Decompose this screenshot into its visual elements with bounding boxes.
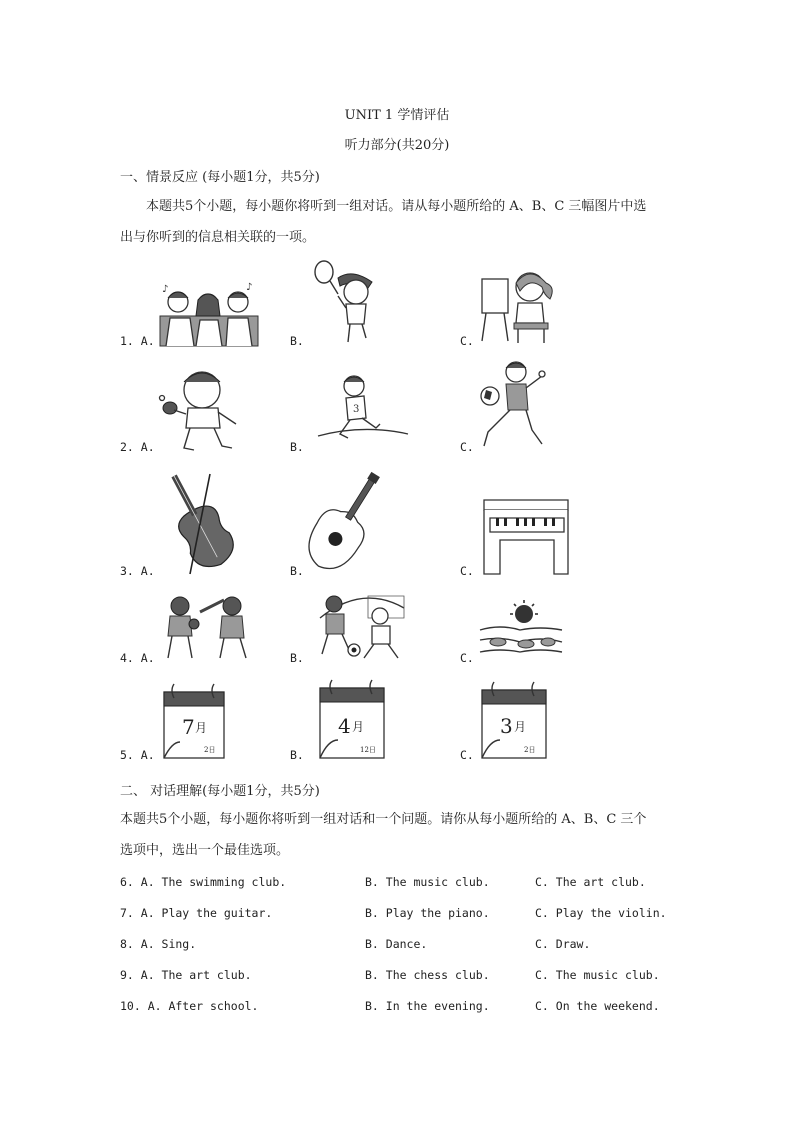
calendar-c-image bbox=[480, 680, 548, 760]
svg-text:♪: ♪ bbox=[162, 284, 169, 295]
q10-option-b: B. In the evening. bbox=[365, 999, 490, 1013]
q10-option-a: 10. A. After school. bbox=[120, 999, 259, 1013]
q4-label-c: C. bbox=[460, 651, 474, 665]
q2-label-b: B. bbox=[290, 440, 304, 454]
q9-option-c: C. The music club. bbox=[535, 968, 660, 982]
q8-option-b: B. Dance. bbox=[365, 937, 428, 951]
q6-option-b: B. The music club. bbox=[365, 875, 490, 889]
calendar-a-image bbox=[162, 682, 226, 760]
section1-instruction-line1: 本题共5个小题，每小题你将听到一组对话。请从每小题所给的 A、B、C 三幅图片中选 bbox=[146, 199, 647, 214]
painting-girl-image bbox=[480, 265, 562, 345]
calendar-a-number: 7 bbox=[182, 715, 195, 739]
q7-option-c: C. Play the violin. bbox=[535, 906, 667, 920]
section2-heading: 二、 对话理解(每小题1分，共5分) bbox=[120, 784, 320, 799]
calendar-c-month: 月 bbox=[514, 720, 527, 734]
q1-label-a: 1. A. bbox=[120, 334, 155, 348]
q7-option-b: B. Play the piano. bbox=[365, 906, 490, 920]
q9-option-b: B. The chess club. bbox=[365, 968, 490, 982]
section2-instruction-line2: 选项中，选出一个最佳选项。 bbox=[120, 843, 290, 858]
page-subtitle: 听力部分(共20分) bbox=[344, 138, 450, 153]
section1-heading: 一、情景反应 (每小题1分，共5分) bbox=[120, 170, 320, 185]
q1-label-b: B. bbox=[290, 334, 304, 348]
soccer-players-image bbox=[318, 588, 406, 662]
q5-label-a: 5. A. bbox=[120, 748, 155, 762]
swimmers-image bbox=[480, 600, 562, 662]
svg-text:3: 3 bbox=[353, 404, 360, 415]
q10-option-c: C. On the weekend. bbox=[535, 999, 660, 1013]
calendar-c-number: 3 bbox=[500, 714, 513, 738]
q6-option-a: 6. A. The swimming club. bbox=[120, 875, 287, 889]
running-boy-image bbox=[318, 374, 408, 444]
soccer-boy-image bbox=[480, 360, 548, 452]
calendar-c-day: 2日 bbox=[524, 746, 536, 754]
calendar-a-day: 2日 bbox=[204, 746, 216, 754]
svg-text:♪: ♪ bbox=[246, 282, 253, 293]
q9-option-a: 9. A. The art club. bbox=[120, 968, 252, 982]
calendar-b-number: 4 bbox=[338, 714, 351, 738]
q3-label-b: B. bbox=[290, 564, 304, 578]
q5-label-c: C. bbox=[460, 748, 474, 762]
q7-option-a: 7. A. Play the guitar. bbox=[120, 906, 273, 920]
q2-label-c: C. bbox=[460, 440, 474, 454]
q6-option-c: C. The art club. bbox=[535, 875, 646, 889]
ping-pong-boy-image bbox=[160, 368, 242, 454]
baseball-players-image bbox=[160, 594, 258, 662]
guitar-image bbox=[310, 466, 382, 578]
q3-label-c: C. bbox=[460, 564, 474, 578]
calendar-b-day: 12日 bbox=[360, 746, 376, 754]
q3-label-a: 3. A. bbox=[120, 564, 155, 578]
violin-image bbox=[160, 466, 236, 576]
q5-label-b: B. bbox=[290, 748, 304, 762]
section2-instruction-line1: 本题共5个小题，每小题你将听到一组对话和一个问题。请你从每小题所给的 A、B、C 三个 bbox=[120, 812, 647, 827]
q2-label-a: 2. A. bbox=[120, 440, 155, 454]
calendar-b-image bbox=[318, 678, 386, 760]
tennis-girl-image bbox=[312, 258, 378, 346]
q8-option-a: 8. A. Sing. bbox=[120, 937, 197, 951]
section1-instruction-line2: 出与你听到的信息相关联的一项。 bbox=[120, 230, 316, 245]
q1-label-c: C. bbox=[460, 334, 474, 348]
piano-image bbox=[480, 496, 572, 578]
q4-label-a: 4. A. bbox=[120, 651, 155, 665]
calendar-b-month: 月 bbox=[352, 720, 365, 734]
calendar-a-month: 月 bbox=[195, 721, 208, 735]
q8-option-c: C. Draw. bbox=[535, 937, 591, 951]
singing-group-image bbox=[160, 282, 258, 346]
q4-label-b: B. bbox=[290, 651, 304, 665]
page-title: UNIT 1 学情评估 bbox=[344, 108, 450, 123]
